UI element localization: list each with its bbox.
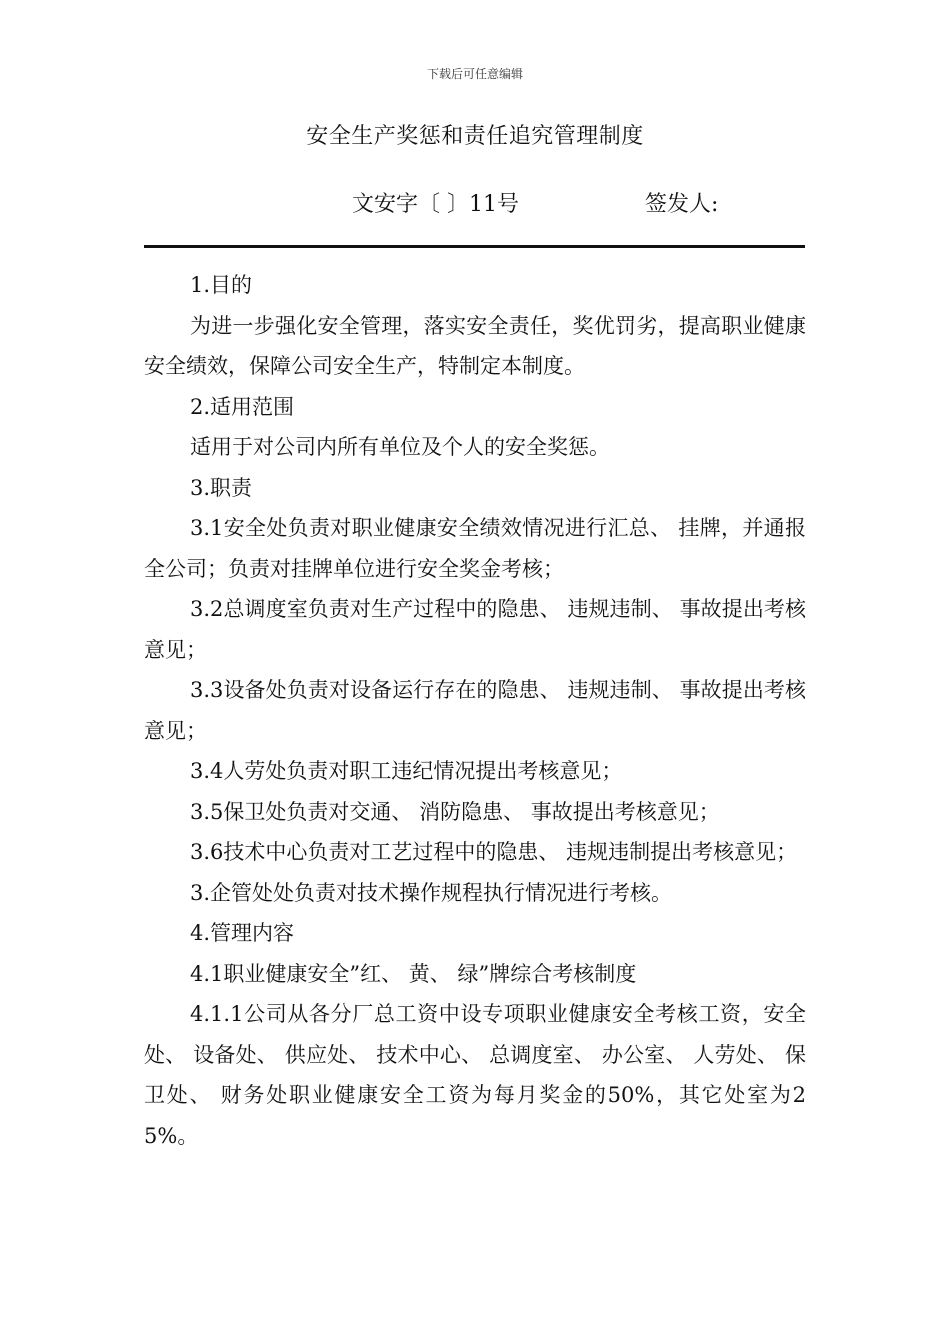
- paragraph-4-1: 4.1职业健康安全”红、 黄、 绿”牌综合考核制度: [190, 961, 637, 986]
- paragraph-duty-3-6: 3.6技术中心负责对工艺过程中的隐患、 违规违制提出考核意见；: [190, 840, 798, 864]
- paragraph-duty-3-1: 3.1安全处负责对职业健康安全绩效情况进行汇总、 挂牌，并通报全公司；负责对挂牌单位进行安全奖金考核；: [144, 516, 806, 581]
- paragraph-duty-3-3: 3.3设备处负责对设备运行存在的隐患、 违规违制、 事故提出考核意见；: [144, 678, 806, 743]
- header-note: 下载后可任意编辑: [426, 67, 523, 81]
- header-rule: [144, 245, 805, 248]
- paragraph-duty-3-2: 3.2总调度室负责对生产过程中的隐患、 违规违制、 事故提出考核意见；: [144, 597, 806, 662]
- paragraph-4-1-1: 4.1.1公司从各分厂总工资中设专项职业健康安全考核工资，安全处、 设备处、 供应处、 技术中心、 总调度室、 办公室、 人劳处、 保卫处、 财务处职业健康安全工资为每月奖金的50%，其它处室为25%。: [144, 1002, 806, 1148]
- document-body: [144, 265, 806, 1156]
- paragraph-duty-3-5: 3.5保卫处负责对交通、 消防隐患、 事故提出考核意见；: [190, 799, 720, 824]
- document-title: 安全生产奖惩和责任追究管理制度: [306, 124, 644, 149]
- section-heading-duties: 3.职责: [190, 475, 253, 500]
- paragraph-purpose: 为进一步强化安全管理，落实安全责任，奖优罚劣，提高职业健康安全绩效，保障公司安全生产，特制定本制度。: [144, 313, 806, 378]
- paragraph-duty-3-7: 3.企管处处负责对技术操作规程执行情况进行考核。: [190, 880, 673, 905]
- issuer-label: 签发人:: [645, 192, 719, 217]
- section-heading-scope: 2.适用范围: [190, 394, 295, 419]
- section-heading-management: 4.管理内容: [190, 921, 295, 945]
- section-heading-purpose: 1.目的: [190, 273, 253, 297]
- paragraph-duty-3-4: 3.4人劳处负责对职工违纪情况提出考核意见；: [190, 759, 623, 783]
- document-number: 文安字〔 〕11号: [352, 192, 519, 217]
- paragraph-scope: 适用于对公司内所有单位及个人的安全奖惩。: [190, 435, 610, 459]
